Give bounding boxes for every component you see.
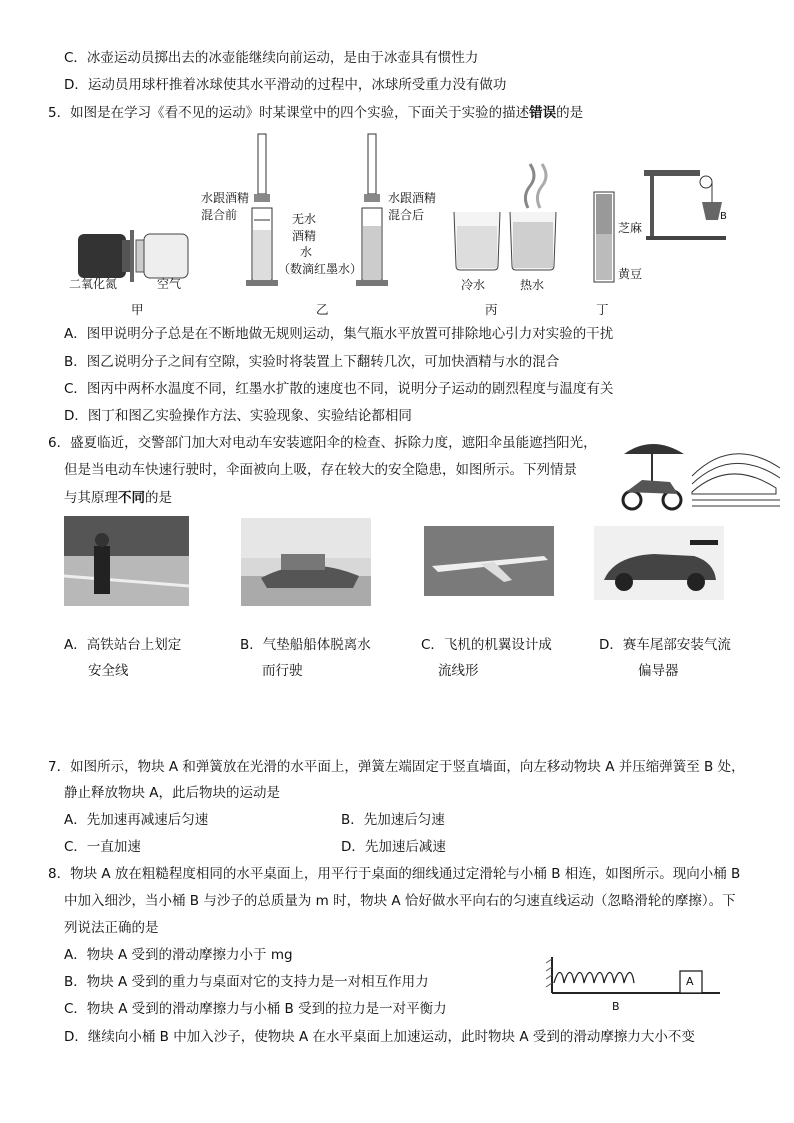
q5-stem: 5．如图是在学习《看不见的运动》时某课堂中的四个实验，下面关于实验的描述错误的是 (48, 105, 584, 121)
q6-option-b-2: 而行驶 (262, 663, 303, 679)
label-after-1: 水跟酒精 (388, 191, 437, 205)
spring-block-figure (544, 955, 724, 1001)
q5-option-b: B．图乙说明分子之间有空隙，实验时将装置上下翻转几次，可加快酒精与水的混合 (64, 354, 560, 370)
q4-option-d: D．运动员用球杆推着冰球使其水平滑动的过程中，冰球所受重力没有做功 (64, 77, 507, 93)
q7-option-d: D．先加速后减速 (341, 839, 446, 855)
label-water: 水 (300, 245, 313, 259)
label-b: B (720, 211, 727, 222)
q6-stem-2: 但是当电动车快速行驶时，伞面被向上吸，存在较大的安全隐患，如图所示。下列情景 (64, 462, 577, 478)
q4-option-c: C．冰壶运动员掷出去的冰壶能继续向前运动，是由于冰壶具有惯性力 (64, 50, 479, 66)
label-alcohol-2: 酒精 (292, 229, 317, 243)
label-sesame: 芝麻 (618, 221, 643, 235)
q7-stem-2: 静止释放物块 A，此后物块的运动是 (64, 785, 281, 801)
q6-option-c-1: C．飞机的机翼设计成 (421, 637, 552, 653)
label-cold: 冷水 (461, 278, 486, 292)
fig-lever-device (644, 170, 726, 240)
q8-option-c: C．物块 A 受到的滑动摩擦力与小桶 B 受到的拉力是一对平衡力 (64, 1001, 447, 1017)
photo-airplane (424, 526, 554, 596)
caption-jia: 甲 (131, 302, 144, 317)
q6-option-b-1: B．气垫船船体脱离水 (240, 637, 371, 653)
caption-bing: 丙 (485, 302, 498, 317)
q5-option-c: C．图丙中两杯水温度不同，红墨水扩散的速度也不同，说明分子运动的剧烈程度与温度有关 (64, 381, 614, 397)
fig-yi-left-cylinder (246, 134, 278, 286)
q6-option-d-2: 偏导器 (638, 663, 679, 679)
label-after-2: 混合后 (388, 208, 425, 222)
photo-race-car (594, 526, 724, 600)
label-soy: 黄豆 (618, 267, 643, 281)
q6-option-a-1: A．高铁站台上划定 (64, 637, 182, 653)
label-before-1: 水跟酒精 (201, 191, 250, 205)
scooter-umbrella-figure (612, 432, 784, 514)
photo-hovercraft (241, 518, 371, 606)
label-alcohol-1: 无水 (292, 212, 317, 226)
q6-option-a-2: 安全线 (88, 663, 129, 679)
label-ink: （数滴红墨水） (278, 262, 363, 276)
fig-ding-tube (594, 192, 614, 282)
fig-bing-beakers (454, 164, 556, 270)
q6-option-d-1: D．赛车尾部安装气流 (599, 637, 731, 653)
caption-ding: 丁 (596, 302, 609, 317)
q5-option-d: D．图丁和图乙实验操作方法、实验现象、实验结论都相同 (64, 408, 412, 424)
block-a-label: A (686, 975, 694, 988)
label-hot: 热水 (520, 278, 545, 292)
q7-stem-1: 7．如图所示，物块 A 和弹簧放在光滑的水平面上，弹簧左端固定于竖直墙面，向左移动物块 A 并压缩弹簧至 B 处， (48, 759, 745, 775)
q8-option-b: B．物块 A 受到的重力与桌面对它的支持力是一对相互作用力 (64, 974, 429, 990)
q7-option-b: B．先加速后匀速 (341, 812, 445, 828)
q5-option-a: A．图甲说明分子总是在不断地做无规则运动，集气瓶水平放置可排除地心引力对实验的干扰 (64, 326, 614, 342)
q8-option-a: A．物块 A 受到的滑动摩擦力小于 mg (64, 947, 293, 963)
q8-stem-3: 列说法正确的是 (64, 920, 159, 936)
label-before-2: 混合前 (201, 208, 238, 222)
caption-yi: 乙 (316, 302, 329, 317)
label-air: 空气 (157, 277, 182, 291)
q7-option-a: A．先加速再减速后匀速 (64, 812, 209, 828)
spring-b-label: B (612, 1000, 620, 1013)
q8-option-d: D．继续向小桶 B 中加入沙子，使物块 A 在水平桌面上加速运动，此时物块 A 受到的滑动摩擦力大小不变 (64, 1029, 695, 1045)
q6-stem-1: 6．盛夏临近，交警部门加大对电动车安装遮阳伞的检查、拆除力度，遮阳伞虽能遮挡阳光， (48, 435, 597, 451)
q8-stem-2: 中加入细沙，当小桶 B 与沙子的总质量为 m 时，物块 A 恰好做水平向右的匀速直线运动（忽略滑轮的摩擦）。下 (64, 893, 736, 909)
label-no2: 二氧化氮 (69, 277, 118, 291)
q7-option-c: C．一直加速 (64, 839, 141, 855)
q6-option-c-2: 流线形 (438, 663, 479, 679)
q6-stem-3: 与其原理不同的是 (64, 490, 172, 506)
q8-stem-1: 8．物块 A 放在粗糙程度相同的水平桌面上，用平行于桌面的细线通过定滑轮与小桶 B 相连，如图所示。现向小桶 B (48, 866, 741, 882)
photo-station-platform (64, 516, 189, 606)
